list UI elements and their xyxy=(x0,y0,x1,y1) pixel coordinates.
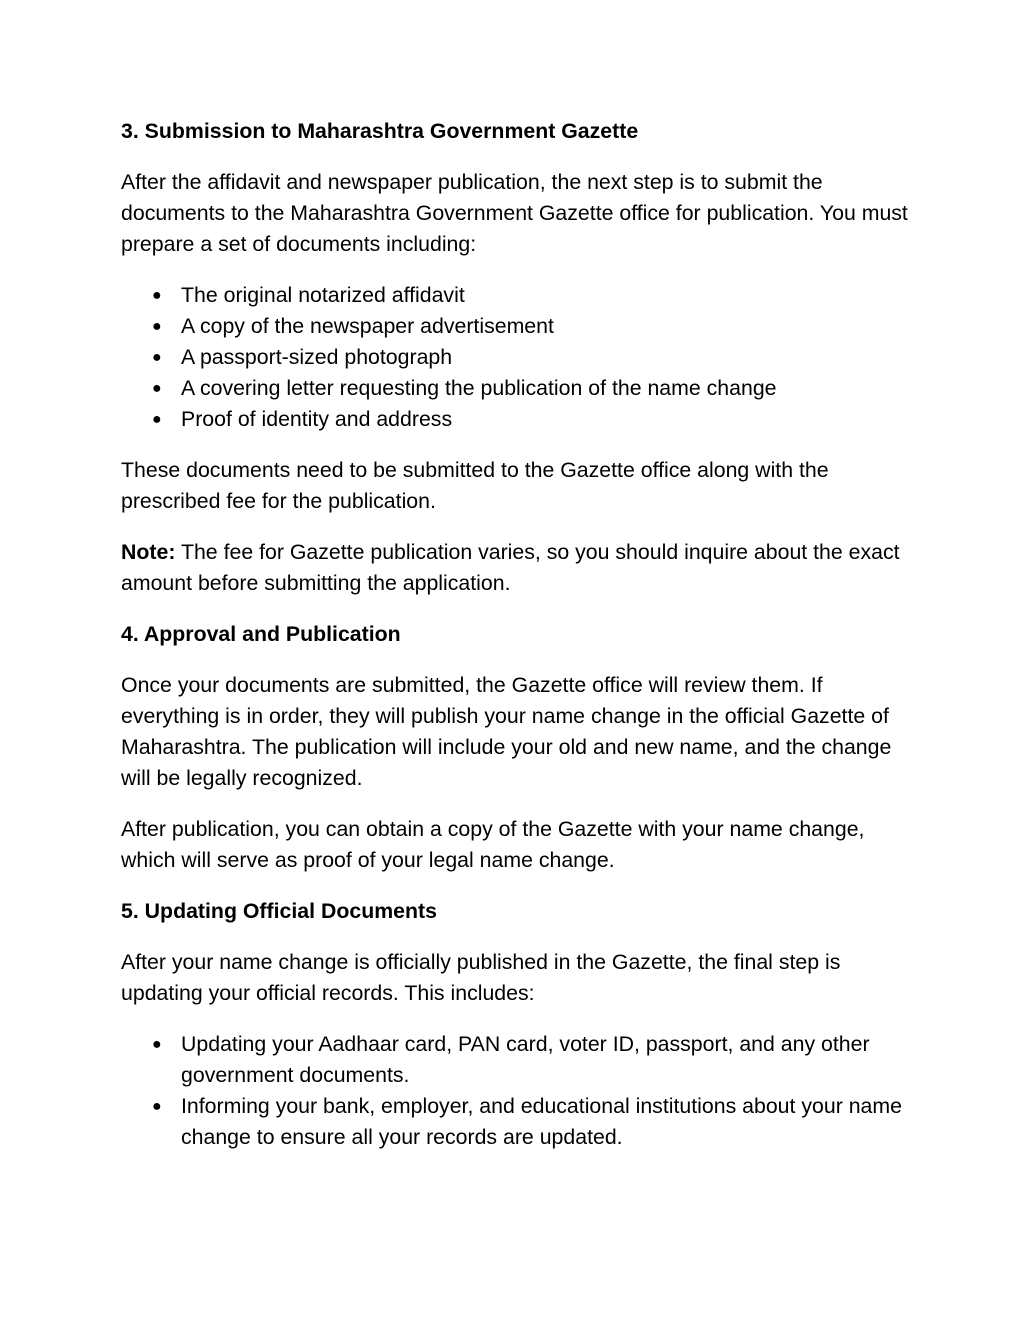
updating-intro-paragraph: After your name change is officially published in the Gazette, the final step is updating your official records. This includes: xyxy=(121,950,841,1005)
bullet-icon: ● xyxy=(152,318,162,335)
list-item-text: Informing your bank, employer, and educational institutions about your name change to ensure all your records are updated. xyxy=(181,1094,902,1149)
bullet-icon: ● xyxy=(152,411,162,428)
list-item-text: Proof of identity and address xyxy=(181,407,453,431)
bullet-icon: ● xyxy=(152,380,162,397)
list-item xyxy=(121,1091,911,1153)
section-heading-updating: 5. Updating Official Documents xyxy=(121,899,437,923)
list-item-text: A passport-sized photograph xyxy=(181,345,453,369)
bullet-icon: ● xyxy=(152,1098,162,1115)
list-item xyxy=(121,280,911,311)
note-paragraph xyxy=(121,537,911,599)
list-item-text: Updating your Aadhaar card, PAN card, voter ID, passport, and any other government documents. xyxy=(181,1032,870,1087)
bullet-icon: ● xyxy=(152,1036,162,1053)
section-heading-approval: 4. Approval and Publication xyxy=(121,622,401,646)
list-item xyxy=(121,373,911,404)
submission-intro-paragraph: After the affidavit and newspaper publication, the next step is to submit the documents to the Maharashtra Government Gazette office for publication. You must prepare a set of documents including: xyxy=(121,170,908,256)
list-item xyxy=(121,342,911,373)
submission-fee-paragraph: These documents need to be submitted to the Gazette office along with the prescribed fee for the publication. xyxy=(121,458,829,513)
bullet-icon: ● xyxy=(152,287,162,304)
document-page xyxy=(121,116,911,1173)
list-item-text: A copy of the newspaper advertisement xyxy=(181,314,554,338)
section-heading-submission: 3. Submission to Maharashtra Government Gazette xyxy=(121,119,639,143)
note-label: Note: xyxy=(121,540,176,564)
approval-paragraph-2: After publication, you can obtain a copy of the Gazette with your name change, which will serve as proof of your legal name change. xyxy=(121,817,865,872)
note-text: The fee for Gazette publication varies, so you should inquire about the exact amount before submitting the application. xyxy=(121,540,900,595)
bullet-icon: ● xyxy=(152,349,162,366)
list-item-text: The original notarized affidavit xyxy=(181,283,465,307)
updating-records-list xyxy=(121,1029,911,1153)
submission-documents-list xyxy=(121,280,911,435)
list-item-text: A covering letter requesting the publication of the name change xyxy=(181,376,777,400)
list-item xyxy=(121,1029,911,1091)
list-item xyxy=(121,311,911,342)
approval-paragraph-1: Once your documents are submitted, the Gazette office will review them. If everything is in order, they will publish your name change in the official Gazette of Maharashtra. The publication will include your old and new name, and the change will be legally recognized. xyxy=(121,673,892,790)
list-item xyxy=(121,404,911,435)
